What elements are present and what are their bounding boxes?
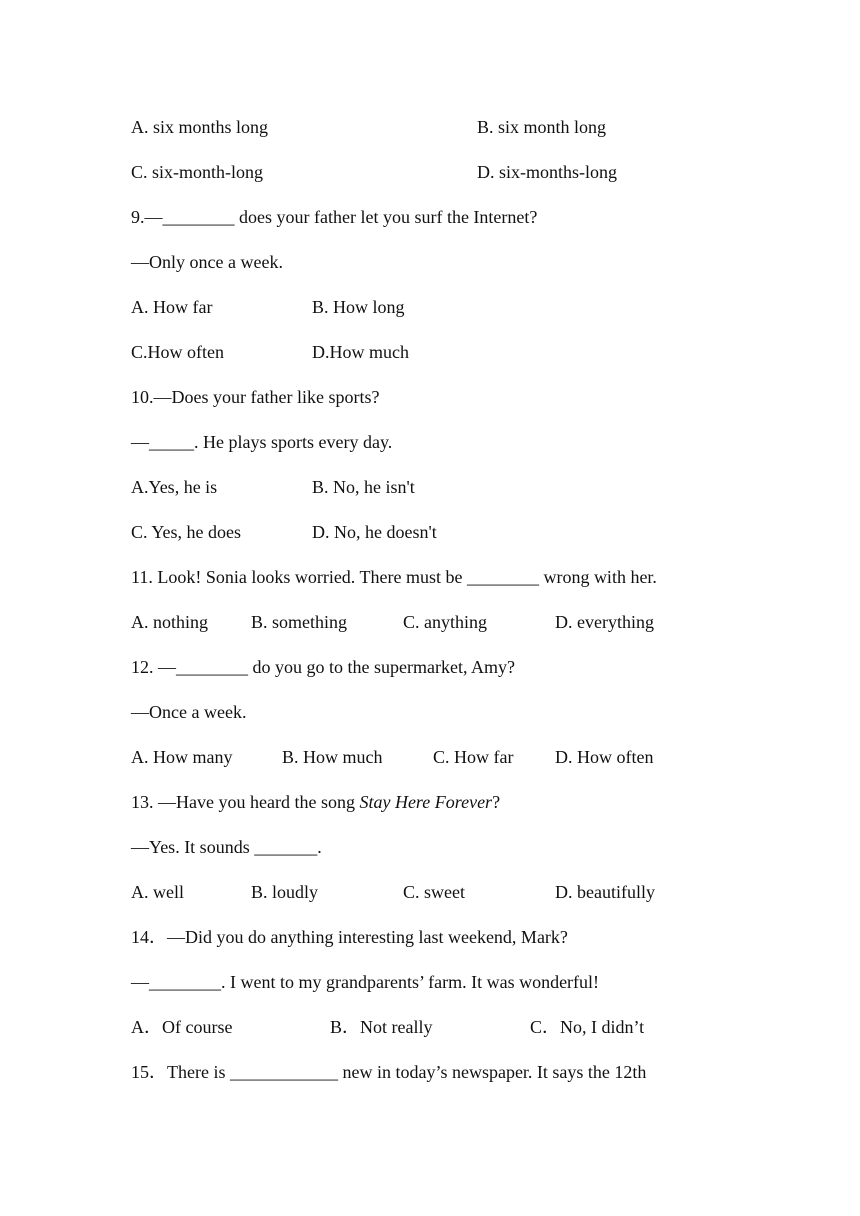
q12-answer-line: —Once a week.	[131, 702, 247, 722]
q12-options-row	[131, 745, 731, 769]
q13-option-a: A. well	[131, 882, 184, 902]
q13-options-row	[131, 880, 731, 904]
q8-options-row-2	[131, 160, 731, 184]
q12-option-a: A. How many	[131, 747, 233, 767]
q10-options-row-1	[131, 475, 731, 499]
q9-option-c: C.How often	[131, 342, 224, 362]
q9-option-a: A. How far	[131, 297, 213, 317]
q10-option-a: A.Yes, he is	[131, 477, 218, 497]
q11-option-a: A. nothing	[131, 612, 209, 632]
q13-question-prefix: 13. —Have you heard the song	[131, 792, 360, 812]
q13-question	[131, 790, 500, 814]
q11-option-b: B. something	[251, 612, 348, 632]
q12-option-c: C. How far	[433, 747, 514, 767]
q13-song-title: Stay Here Forever	[359, 792, 493, 812]
q14-options-row	[131, 1015, 731, 1039]
q12-option-b: B. How much	[282, 747, 383, 767]
q12-option-d: D. How often	[555, 747, 654, 767]
q14-option-a: A．Of course	[131, 1017, 233, 1037]
q14-option-c: C．No, I didn’t	[530, 1017, 645, 1037]
q9-answer-line: —Only once a week.	[131, 252, 283, 272]
q13-answer-line: —Yes. It sounds _______.	[131, 837, 322, 857]
q8-option-a: A. six months long	[131, 117, 269, 137]
q9-options-row-1	[131, 295, 731, 319]
q9-option-b: B. How long	[312, 297, 405, 317]
q10-answer-line: —_____. He plays sports every day.	[131, 432, 393, 452]
q15-question: 15．There is ____________ new in today’s newspaper. It says the 12th	[131, 1062, 647, 1082]
q13-question-suffix: ?	[492, 792, 501, 812]
q11-options-row	[131, 610, 731, 634]
q9-option-d: D.How much	[312, 342, 409, 362]
q9-question: 9.—________ does your father let you surf the Internet?	[131, 207, 538, 227]
q10-option-d: D. No, he doesn't	[312, 522, 437, 542]
q8-option-d: D. six-months-long	[477, 162, 618, 182]
q11-question: 11. Look! Sonia looks worried. There must be ________ wrong with her.	[131, 567, 657, 587]
q9-options-row-2	[131, 340, 731, 364]
q13-option-b: B. loudly	[251, 882, 319, 902]
q13-option-c: C. sweet	[403, 882, 465, 902]
q10-options-row-2	[131, 520, 731, 544]
q14-option-b: B．Not really	[330, 1017, 433, 1037]
q8-option-b: B. six month long	[477, 117, 607, 137]
q12-question: 12. —________ do you go to the supermarket, Amy?	[131, 657, 515, 677]
q10-option-b: B. No, he isn't	[312, 477, 415, 497]
q13-option-d: D. beautifully	[555, 882, 655, 902]
q10-option-c: C. Yes, he does	[131, 522, 242, 542]
q10-question: 10.—Does your father like sports?	[131, 387, 380, 407]
q8-options-row-1	[131, 115, 731, 139]
q14-question: 14．—Did you do anything interesting last weekend, Mark?	[131, 927, 568, 947]
q11-option-d: D. everything	[555, 612, 654, 632]
q8-option-c: C. six-month-long	[131, 162, 264, 182]
q14-answer-line: —________. I went to my grandparents’ farm. It was wonderful!	[131, 972, 600, 992]
q11-option-c: C. anything	[403, 612, 487, 632]
